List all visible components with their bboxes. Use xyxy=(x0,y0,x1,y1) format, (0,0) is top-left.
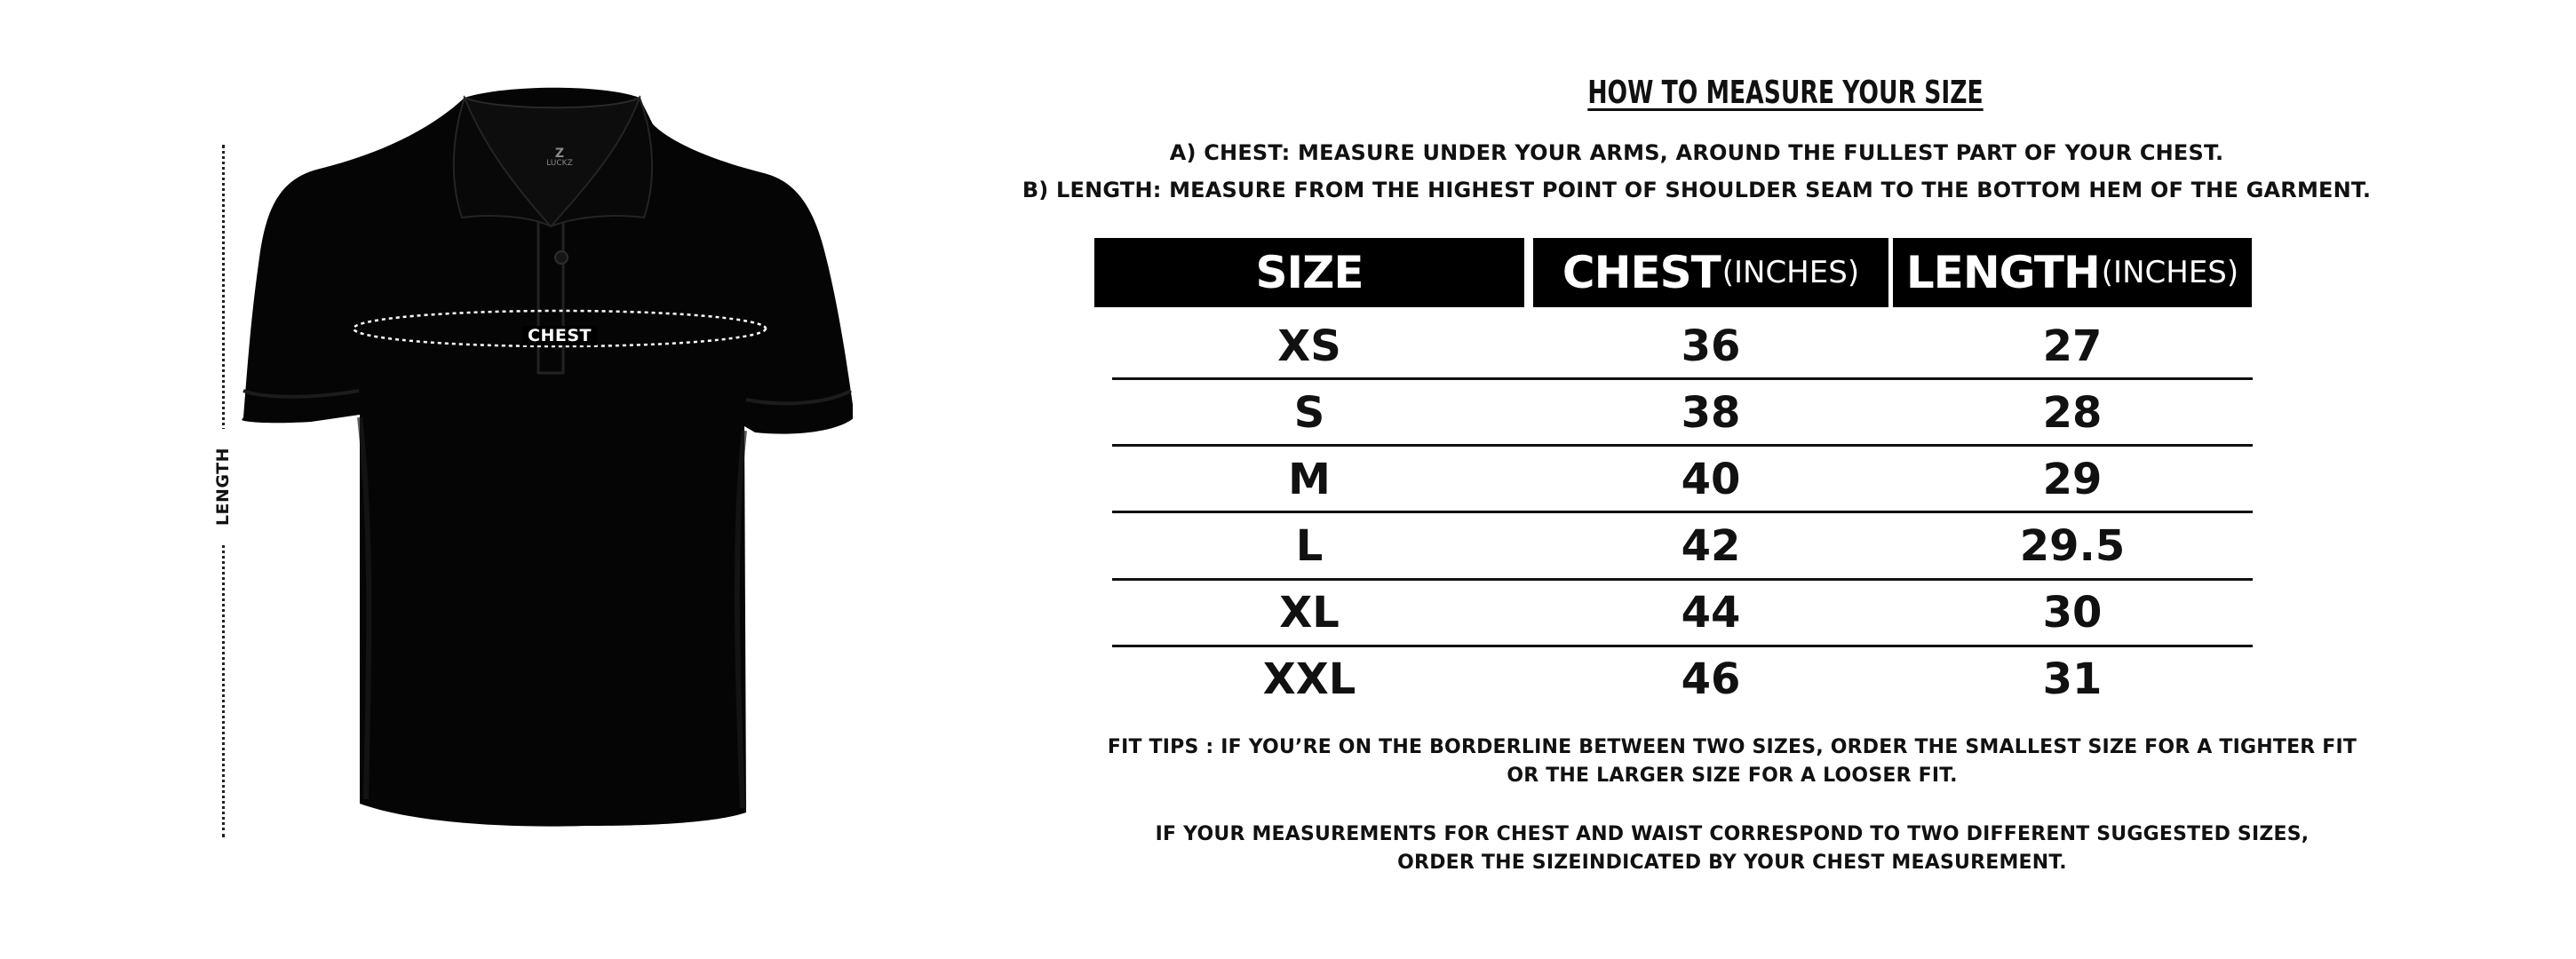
chest-cell: 46 xyxy=(1681,654,1741,704)
size-cell: M xyxy=(1288,454,1331,504)
header-chest-label: CHEST xyxy=(1562,247,1721,298)
chest-instruction: A) CHEST: MEASURE UNDER YOUR ARMS, AROUND THE FULLEST PART OF YOUR CHEST. xyxy=(1169,140,2224,165)
table-row xyxy=(1112,646,2253,712)
length-instruction: B) LENGTH: MEASURE FROM THE HIGHEST POINT OF SHOULDER SEAM TO THE BOTTOM HEM OF THE GARMENT. xyxy=(1022,178,2372,202)
header-length xyxy=(1893,238,2252,307)
table-row xyxy=(1112,379,2253,446)
header-length-unit: (INCHES) xyxy=(2101,255,2239,290)
measurement-tip-line-2: ORDER THE SIZEINDICATED BY YOUR CHEST MEASUREMENT. xyxy=(1397,852,2067,874)
size-cell: XL xyxy=(1279,587,1340,638)
table-row xyxy=(1112,446,2253,512)
header-length-label: LENGTH xyxy=(1905,247,2100,298)
table-row xyxy=(1112,313,2253,379)
chest-cell: 44 xyxy=(1681,587,1741,638)
chest-cell: 40 xyxy=(1681,454,1741,504)
size-cell: L xyxy=(1295,520,1324,571)
table-row xyxy=(1112,512,2253,579)
polo-shirt-graphic xyxy=(178,71,853,906)
length-cell: 30 xyxy=(2042,587,2103,638)
header-size-label: SIZE xyxy=(1255,247,1364,298)
size-cell: XS xyxy=(1277,321,1341,371)
measurement-tip-line-1: IF YOUR MEASUREMENTS FOR CHEST AND WAIST CORRESPOND TO TWO DIFFERENT SUGGESTED SIZES, xyxy=(1155,823,2310,845)
length-measure-label: LENGTH xyxy=(213,429,233,544)
brand-name: LUCKZ xyxy=(546,159,573,168)
fit-tip-line-1: FIT TIPS : IF YOU’RE ON THE BORDERLINE BETWEEN TWO SIZES, ORDER THE SMALLEST SIZE FOR A TIGHTER FIT xyxy=(1107,736,2357,758)
chest-measure-label: CHEST xyxy=(522,326,597,345)
chest-cell: 36 xyxy=(1681,321,1741,371)
length-cell: 27 xyxy=(2042,321,2103,371)
length-cell: 29 xyxy=(2042,454,2103,504)
chest-cell: 38 xyxy=(1681,387,1741,438)
table-row xyxy=(1112,579,2253,646)
length-cell: 29.5 xyxy=(2019,520,2126,571)
fit-tip-line-2: OR THE LARGER SIZE FOR A LOOSER FIT. xyxy=(1507,765,1958,787)
header-chest xyxy=(1533,238,1888,307)
length-cell: 28 xyxy=(2042,387,2103,438)
fit-tips xyxy=(1022,733,2443,790)
header-size xyxy=(1094,238,1524,307)
measurement-tip xyxy=(1022,820,2443,877)
size-cell: XXL xyxy=(1262,654,1356,704)
header-chest-unit: (INCHES) xyxy=(1721,255,1860,290)
polo-shirt-illustration xyxy=(178,71,853,906)
length-cell: 31 xyxy=(2042,654,2103,704)
chest-cell: 42 xyxy=(1681,520,1741,571)
size-cell: S xyxy=(1293,387,1325,438)
page-title: HOW TO MEASURE YOUR SIZE xyxy=(1587,75,1984,111)
brand-logo: Z LUCKZ xyxy=(540,149,579,169)
